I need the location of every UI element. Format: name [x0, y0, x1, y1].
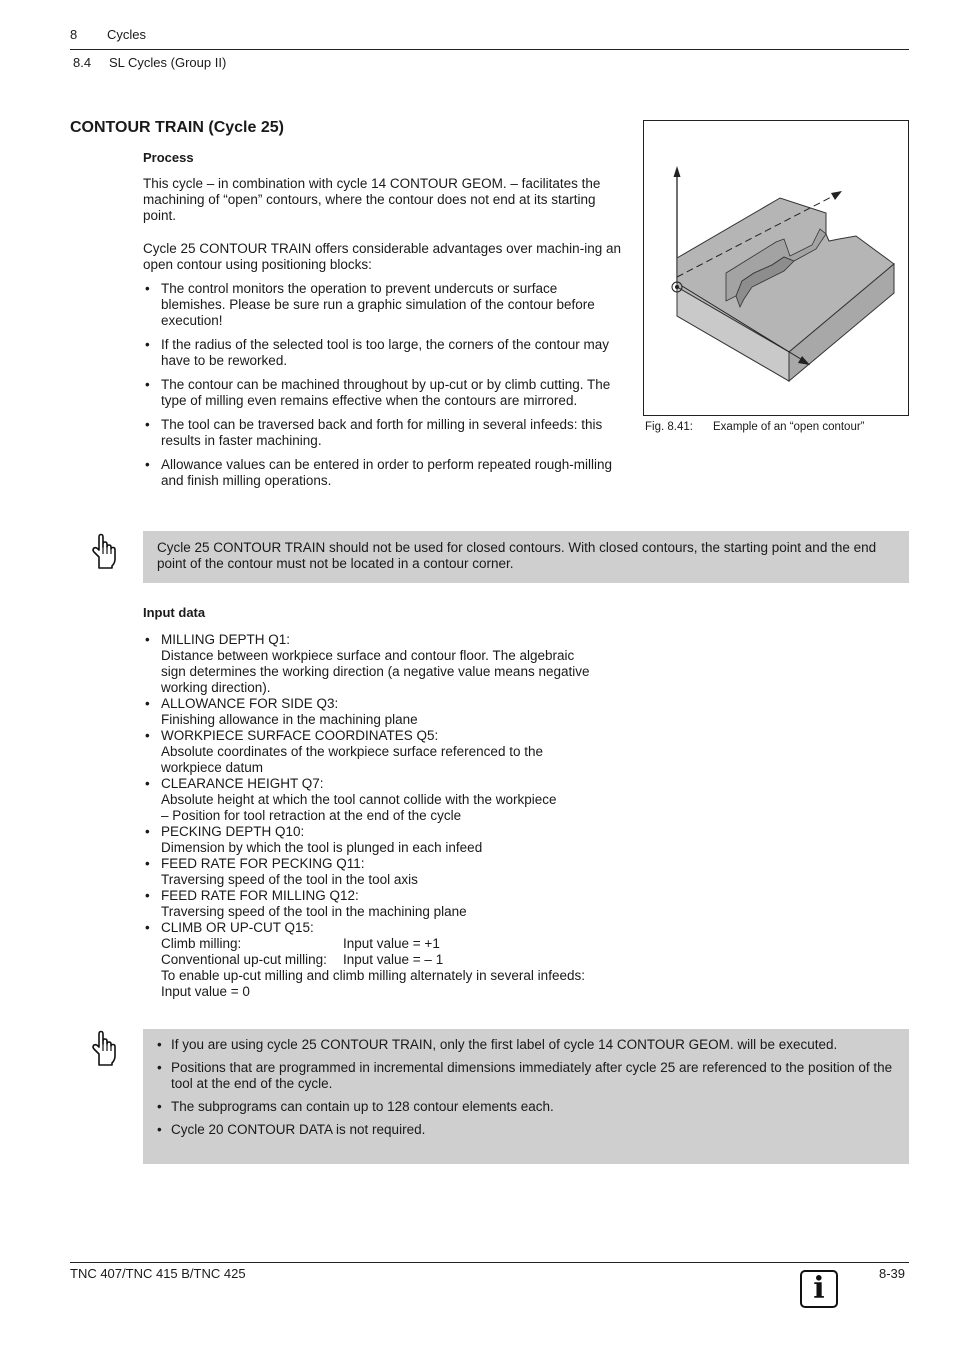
- param-desc: Absolute coordinates of the workpiece surface referenced to the: [161, 744, 543, 759]
- param-desc: workpiece datum: [161, 760, 264, 775]
- param-desc: Traversing speed of the tool in the tool axis: [161, 872, 418, 887]
- input-item-q5: [143, 728, 643, 776]
- param-desc: Absolute height at which the tool cannot collide with the workpiece: [161, 792, 557, 807]
- note-box-cycle25-remarks: [143, 1029, 909, 1164]
- param-desc: Finishing allowance in the machining plane: [161, 712, 418, 727]
- note-bullet-list: [157, 1037, 899, 1145]
- list-item: • If you are using cycle 25 CONTOUR TRAIN, only the first label of cycle 14 CONTOUR GEOM. will be executed.: [157, 1037, 899, 1053]
- list-item: • The tool can be traversed back and forth for milling in several infeeds: this results in faster machining.: [143, 417, 623, 449]
- input-data-heading: Input data: [143, 605, 206, 620]
- process-para-1: This cycle – in combination with cycle 14 CONTOUR GEOM. – facilitates the machining of “open” contours, where the contour does not end at its starting point.: [143, 176, 601, 223]
- list-item: • The subprograms can contain up to 128 contour elements each.: [157, 1099, 899, 1115]
- figure-open-contour: [643, 120, 909, 416]
- input-item-q15: [143, 920, 643, 1000]
- pointing-hand-icon: [88, 1030, 120, 1073]
- info-glyph: i: [813, 1271, 825, 1306]
- q15-conv-row: [161, 952, 643, 968]
- input-item-q3: [143, 696, 643, 728]
- note-box-closed-contours: [143, 531, 909, 583]
- info-icon: [800, 1270, 838, 1308]
- param-desc: Traversing speed of the tool in the machining plane: [161, 904, 467, 919]
- process-para-2: Cycle 25 CONTOUR TRAIN offers considerable advantages over machin-ing an open contour using positioning blocks:: [143, 241, 621, 272]
- param-name: • CLIMB OR UP-CUT Q15:: [161, 920, 314, 935]
- section-title: SL Cycles (Group II): [109, 55, 227, 70]
- param-desc: – Position for tool retraction at the end of the cycle: [161, 808, 462, 823]
- q15-climb-value: Input value = +1: [343, 936, 440, 951]
- figure-number: Fig. 8.41:: [645, 421, 693, 433]
- param-name: • PECKING DEPTH Q10:: [161, 824, 305, 839]
- page-title: CONTOUR TRAIN (Cycle 25): [70, 119, 284, 136]
- q15-conv-value: Input value = – 1: [343, 952, 444, 967]
- param-name: • FEED RATE FOR PECKING Q11:: [161, 856, 365, 871]
- list-item: • Positions that are programmed in incremental dimensions immediately after cycle 25 are referenced to the position of the tool at the end of the cycle.: [157, 1060, 899, 1092]
- list-item: • Cycle 20 CONTOUR DATA is not required.: [157, 1122, 899, 1138]
- param-name: • MILLING DEPTH Q1:: [161, 632, 291, 647]
- param-name: • WORKPIECE SURFACE COORDINATES Q5:: [161, 728, 439, 743]
- pointing-hand-icon: [88, 533, 120, 576]
- footer-rule: [70, 1262, 909, 1263]
- chapter-title: Cycles: [107, 27, 147, 42]
- header-rule: [70, 49, 909, 50]
- section-number: 8.4: [73, 55, 92, 70]
- q15-climb-row: [161, 936, 643, 952]
- param-name: • FEED RATE FOR MILLING Q12:: [161, 888, 359, 903]
- note-text: Cycle 25 CONTOUR TRAIN should not be used for closed contours. With closed contours, the starting point and the end point of the contour must not be located in a contour corner.: [157, 540, 877, 571]
- list-item: • If the radius of the selected tool is too large, the corners of the contour may have to be reworked.: [143, 337, 623, 369]
- q15-conv-label: Conventional up-cut milling:: [161, 952, 327, 967]
- param-name: • CLEARANCE HEIGHT Q7:: [161, 776, 324, 791]
- input-item-q11: [143, 856, 643, 888]
- list-item: • Allowance values can be entered in order to perform repeated rough-milling and finish milling operations.: [143, 457, 623, 489]
- list-item: • The contour can be machined throughout by up-cut or by climb cutting. The type of milling even remains effective when the contours are mirrored.: [143, 377, 623, 409]
- process-heading: Process: [143, 150, 194, 165]
- page-number: 8-39: [879, 1266, 906, 1281]
- list-item: • The control monitors the operation to prevent undercuts or surface blemishes. Please be sure run a graphic simulation of the contour before execution!: [143, 281, 623, 329]
- input-item-q7: [143, 776, 643, 824]
- footer-model: TNC 407/TNC 415 B/TNC 425: [70, 1266, 246, 1281]
- q15-alt-value: Input value = 0: [161, 984, 250, 999]
- param-desc: working direction).: [161, 680, 271, 695]
- workpiece-illustration: [644, 121, 908, 415]
- process-bullet-list: [143, 281, 623, 497]
- chapter-number: 8: [70, 27, 78, 42]
- param-desc: Distance between workpiece surface and contour floor. The algebraic: [161, 648, 575, 663]
- q15-climb-label: Climb milling:: [161, 936, 242, 951]
- input-item-q1: [143, 632, 643, 696]
- q15-alt-text: To enable up-cut milling and climb milling alternately in several infeeds:: [161, 968, 585, 983]
- param-desc: Dimension by which the tool is plunged in each infeed: [161, 840, 483, 855]
- input-parameter-list: [143, 632, 643, 1000]
- param-name: • ALLOWANCE FOR SIDE Q3:: [161, 696, 339, 711]
- figure-caption: Example of an “open contour”: [713, 421, 865, 433]
- param-desc: sign determines the working direction (a negative value means negative: [161, 664, 590, 679]
- input-item-q10: [143, 824, 643, 856]
- input-item-q12: [143, 888, 643, 920]
